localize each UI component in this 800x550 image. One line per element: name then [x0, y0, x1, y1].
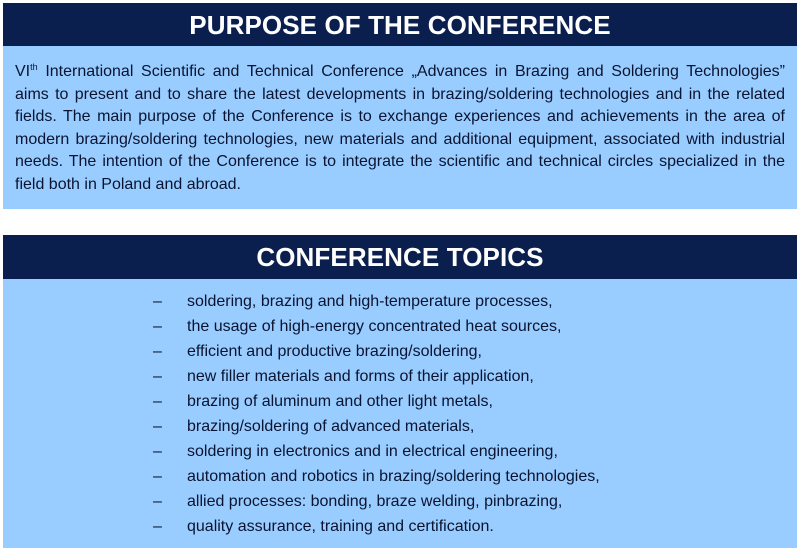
purpose-section — [3, 3, 797, 209]
topic-text: brazing/soldering of advanced materials, — [187, 418, 475, 435]
topic-text: new filler materials and forms of their application, — [187, 368, 534, 385]
purpose-text: International Scientific and Technical Conference „Advances in Brazing and Soldering Technologies” aims to present and to share the latest developments in brazing/soldering technologies and in the related fields. The main purpose of the Conference is to exchange experiences and achievements in the area of modern brazing/soldering technologies, new materials and additional equipment, associated with industrial needs. The intention of the Conference is to integrate the scientific and technical circles specialized in the field both in Poland and abroad. — [15, 63, 785, 193]
topic-text: soldering in electronics and in electrical engineering, — [187, 443, 558, 460]
topic-text: quality assurance, training and certification. — [187, 518, 494, 535]
dash-bullet: – — [153, 393, 162, 410]
topics-section — [3, 235, 797, 548]
topic-text: efficient and productive brazing/soldering, — [187, 343, 482, 360]
purpose-paragraph — [3, 46, 797, 196]
dash-bullet: – — [153, 293, 162, 310]
list-item — [3, 514, 797, 539]
dash-bullet: – — [153, 493, 162, 510]
topic-text: automation and robotics in brazing/soldering technologies, — [187, 468, 600, 485]
dash-bullet: – — [153, 368, 162, 385]
purpose-heading: PURPOSE OF THE CONFERENCE — [3, 3, 797, 46]
list-item — [3, 464, 797, 489]
list-item — [3, 364, 797, 389]
topic-text: the usage of high-energy concentrated heat sources, — [187, 318, 562, 335]
conference-edition: VI — [15, 63, 31, 80]
topics-heading: CONFERENCE TOPICS — [3, 235, 797, 279]
dash-bullet: – — [153, 343, 162, 360]
topics-list — [3, 279, 797, 539]
topic-text: soldering, brazing and high-temperature processes, — [187, 293, 553, 310]
edition-ordinal-suffix: th — [30, 62, 38, 72]
list-item — [3, 439, 797, 464]
dash-bullet: – — [153, 468, 162, 485]
dash-bullet: – — [153, 443, 162, 460]
topic-text: brazing of aluminum and other light metals, — [187, 393, 493, 410]
list-item — [3, 339, 797, 364]
list-item — [3, 289, 797, 314]
topic-text: allied processes: bonding, braze welding, pinbrazing, — [187, 493, 563, 510]
list-item — [3, 314, 797, 339]
dash-bullet: – — [153, 318, 162, 335]
list-item — [3, 389, 797, 414]
dash-bullet: – — [153, 418, 162, 435]
dash-bullet: – — [153, 518, 162, 535]
list-item — [3, 414, 797, 439]
list-item — [3, 489, 797, 514]
